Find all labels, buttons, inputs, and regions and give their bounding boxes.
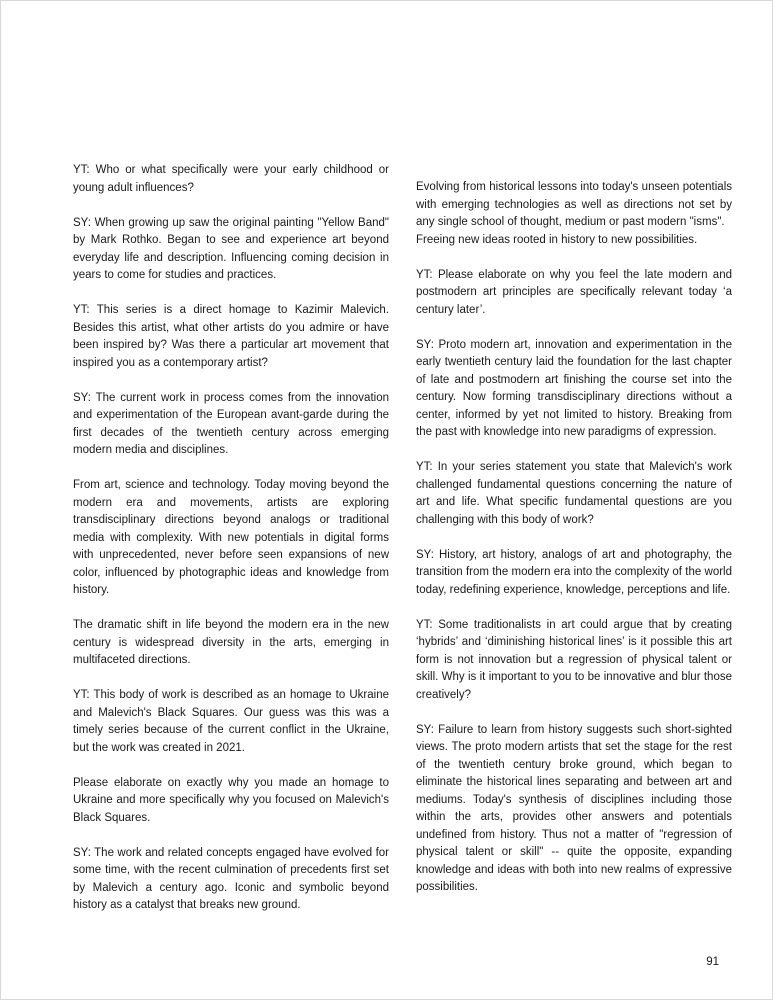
- interview-paragraph: SY: Failure to learn from history suggests such short-sighted views. The proto modern artists that set the stage for the rest of the twentieth century broke ground, which began to eliminate the historical lines separating and between art and mediums. Today's synthesis of disciplines including those within the arts, provides other answers and potentials undefined from history. Thus not a matter of "regression of physical talent or skill" -- quite the opposite, expanding knowledge and ideas with both into new realms of expressive possibilities.: [416, 723, 732, 893]
- interview-paragraph: YT: Some traditionalists in art could argue that by creating ‘hybrids’ and ‘diminishing historical lines’ is it possible this art form is not innovation but a regression of physical talent or skill. Why is it important to you to be innovative and blur those creatively?: [416, 618, 732, 701]
- interview-paragraph: YT: Who or what specifically were your early childhood or young adult influences?: [73, 164, 389, 194]
- page-number: 91: [706, 956, 719, 968]
- interview-paragraph: SY: The current work in process comes from the innovation and experimentation of the European avant-garde during the first decades of the twentieth century across emerging modern media and disciplines.: [73, 391, 389, 456]
- interview-paragraph: YT: In your series statement you state that Malevich's work challenged fundamental questions concerning the nature of art and life. What specific fundamental questions are you challenging with this body of work?: [416, 461, 732, 526]
- interview-paragraph: SY: The work and related concepts engaged have evolved for some time, with the recent culmination of precedents first set by Malevich a century ago. Iconic and symbolic beyond history as a catalyst that breaks new ground.: [73, 846, 389, 911]
- interview-paragraph: YT: This series is a direct homage to Kazimir Malevich. Besides this artist, what other artists do you admire or have been inspired by? Was there a particular art movement that inspired you as a contemporary artist?: [73, 304, 389, 369]
- interview-paragraph: YT: This body of work is described as an homage to Ukraine and Malevich's Black Squares. Our guess was this was a timely series because of the current conflict in the Ukraine, but the work was created in 2021.: [73, 689, 389, 754]
- interview-paragraph: Evolving from historical lessons into today's unseen potentials with emerging technologies as well as directions not set by any single school of thought, medium or past modern "isms".: [416, 181, 732, 228]
- interview-paragraph: The dramatic shift in life beyond the modern era in the new century is widespread diversity in the arts, emerging in multifaceted directions.: [73, 619, 389, 666]
- interview-paragraph: YT: Please elaborate on why you feel the late modern and postmodern art principles are specifically relevant today ‘a century later’.: [416, 268, 732, 316]
- interview-paragraph: From art, science and technology. Today moving beyond the modern era and movements, artists are exploring transdisciplinary directions beyond analogs or traditional media with complexity. With new potentials in digital forms with unprecedented, never before seen expansions of new color, influenced by photographic ideas and knowledge from history.: [73, 479, 389, 596]
- interview-paragraph: Please elaborate on exactly why you made an homage to Ukraine and more specifically why you focused on Malevich's Black Squares.: [73, 776, 389, 824]
- left-column: [73, 162, 389, 932]
- interview-paragraph: SY: When growing up saw the original painting "Yellow Band" by Mark Rothko. Began to see and experience art beyond everyday life and description. Influencing coming decision in years to come for studies and practices.: [73, 216, 389, 281]
- interview-paragraph: SY: History, art history, analogs of art and photography, the transition from the modern era into the complexity of the world today, redefining experience, knowledge, perceptions and life.: [416, 548, 732, 596]
- right-column: [416, 179, 732, 932]
- text-columns: [1, 1, 772, 932]
- interview-paragraph: Freeing new ideas rooted in history to new possibilities.: [416, 233, 698, 246]
- interview-paragraph: SY: Proto modern art, innovation and experimentation in the early twentieth century laid the foundation for the last chapter of late and postmodern art finishing the course set into the century. Now forming transdisciplinary directions without a center, informed by yet not limited to history. Breaking from the past with knowledge into new paradigms of expression.: [416, 338, 732, 438]
